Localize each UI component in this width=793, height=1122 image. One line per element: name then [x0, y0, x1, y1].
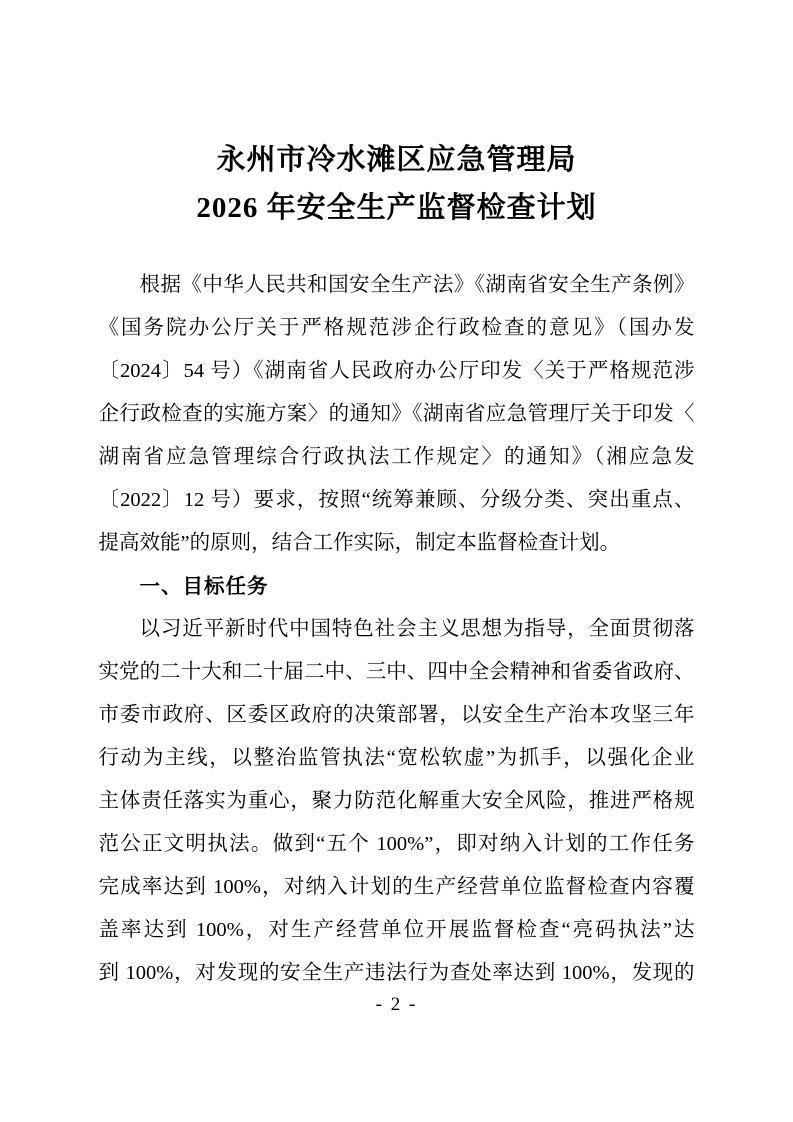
paragraph2-line-7: 完成率达到 100%，对纳入计划的生产经营单位监督检查内容覆	[98, 876, 695, 898]
paragraph1-line-6: 〔2022〕12 号）要求，按照“统筹兼顾、分级分类、突出重点、	[98, 489, 695, 511]
paragraph2-line-6: 范公正文明执法。做到“五个 100%”，即对纳入计划的工作任务	[98, 833, 695, 855]
document-body	[99, 264, 695, 995]
paragraph2-line-4: 行动为主线，以整治监管执法“宽松软虚”为抓手，以强化企业	[98, 747, 695, 769]
paragraph1-line-3: 〔2024〕54 号）《湖南省人民政府办公厅印发〈关于严格规范涉	[98, 360, 695, 382]
paragraph1-line-2: 《国务院办公厅关于严格规范涉企行政检查的意见》（国办发	[98, 317, 695, 339]
paragraph1-line-7: 提高效能”的原则，结合工作实际，制定本监督检查计划。	[98, 532, 621, 554]
page-number: - 2 -	[375, 994, 418, 1015]
paragraph2-line-5: 主体责任落实为重心，聚力防范化解重大安全风险，推进严格规	[98, 790, 695, 812]
paragraph1-line-5: 湖南省应急管理综合行政执法工作规定〉的通知》（湘应急发	[98, 446, 695, 468]
paragraph2-line-1: 以习近平新时代中国特色社会主义思想为指导，全面贯彻落	[139, 618, 695, 640]
paragraph1-line-1: 根据《中华人民共和国安全生产法》《湖南省安全生产条例》	[139, 274, 695, 296]
title-line-2: 2026 年安全生产监督检查计划	[196, 192, 597, 224]
paragraph2-line-8: 盖率达到 100%，对生产经营单位开展监督检查“亮码执法”达	[98, 919, 695, 941]
paragraph2-line-2: 实党的二十大和二十届二中、三中、四中全会精神和省委省政府、	[98, 661, 695, 683]
document-title	[0, 0, 793, 232]
paragraph2-line-9: 到 100%，对发现的安全生产违法行为查处率达到 100%，发现的	[98, 962, 695, 984]
paragraph1-line-4: 企行政检查的实施方案〉的通知》《湖南省应急管理厅关于印发〈	[98, 403, 695, 425]
paragraph2-line-3: 市委市政府、区委区政府的决策部署，以安全生产治本攻坚三年	[98, 704, 695, 726]
section-heading-1: 一、目标任务	[139, 575, 269, 598]
title-line-1: 永州市冷水滩区应急管理局	[216, 144, 577, 176]
